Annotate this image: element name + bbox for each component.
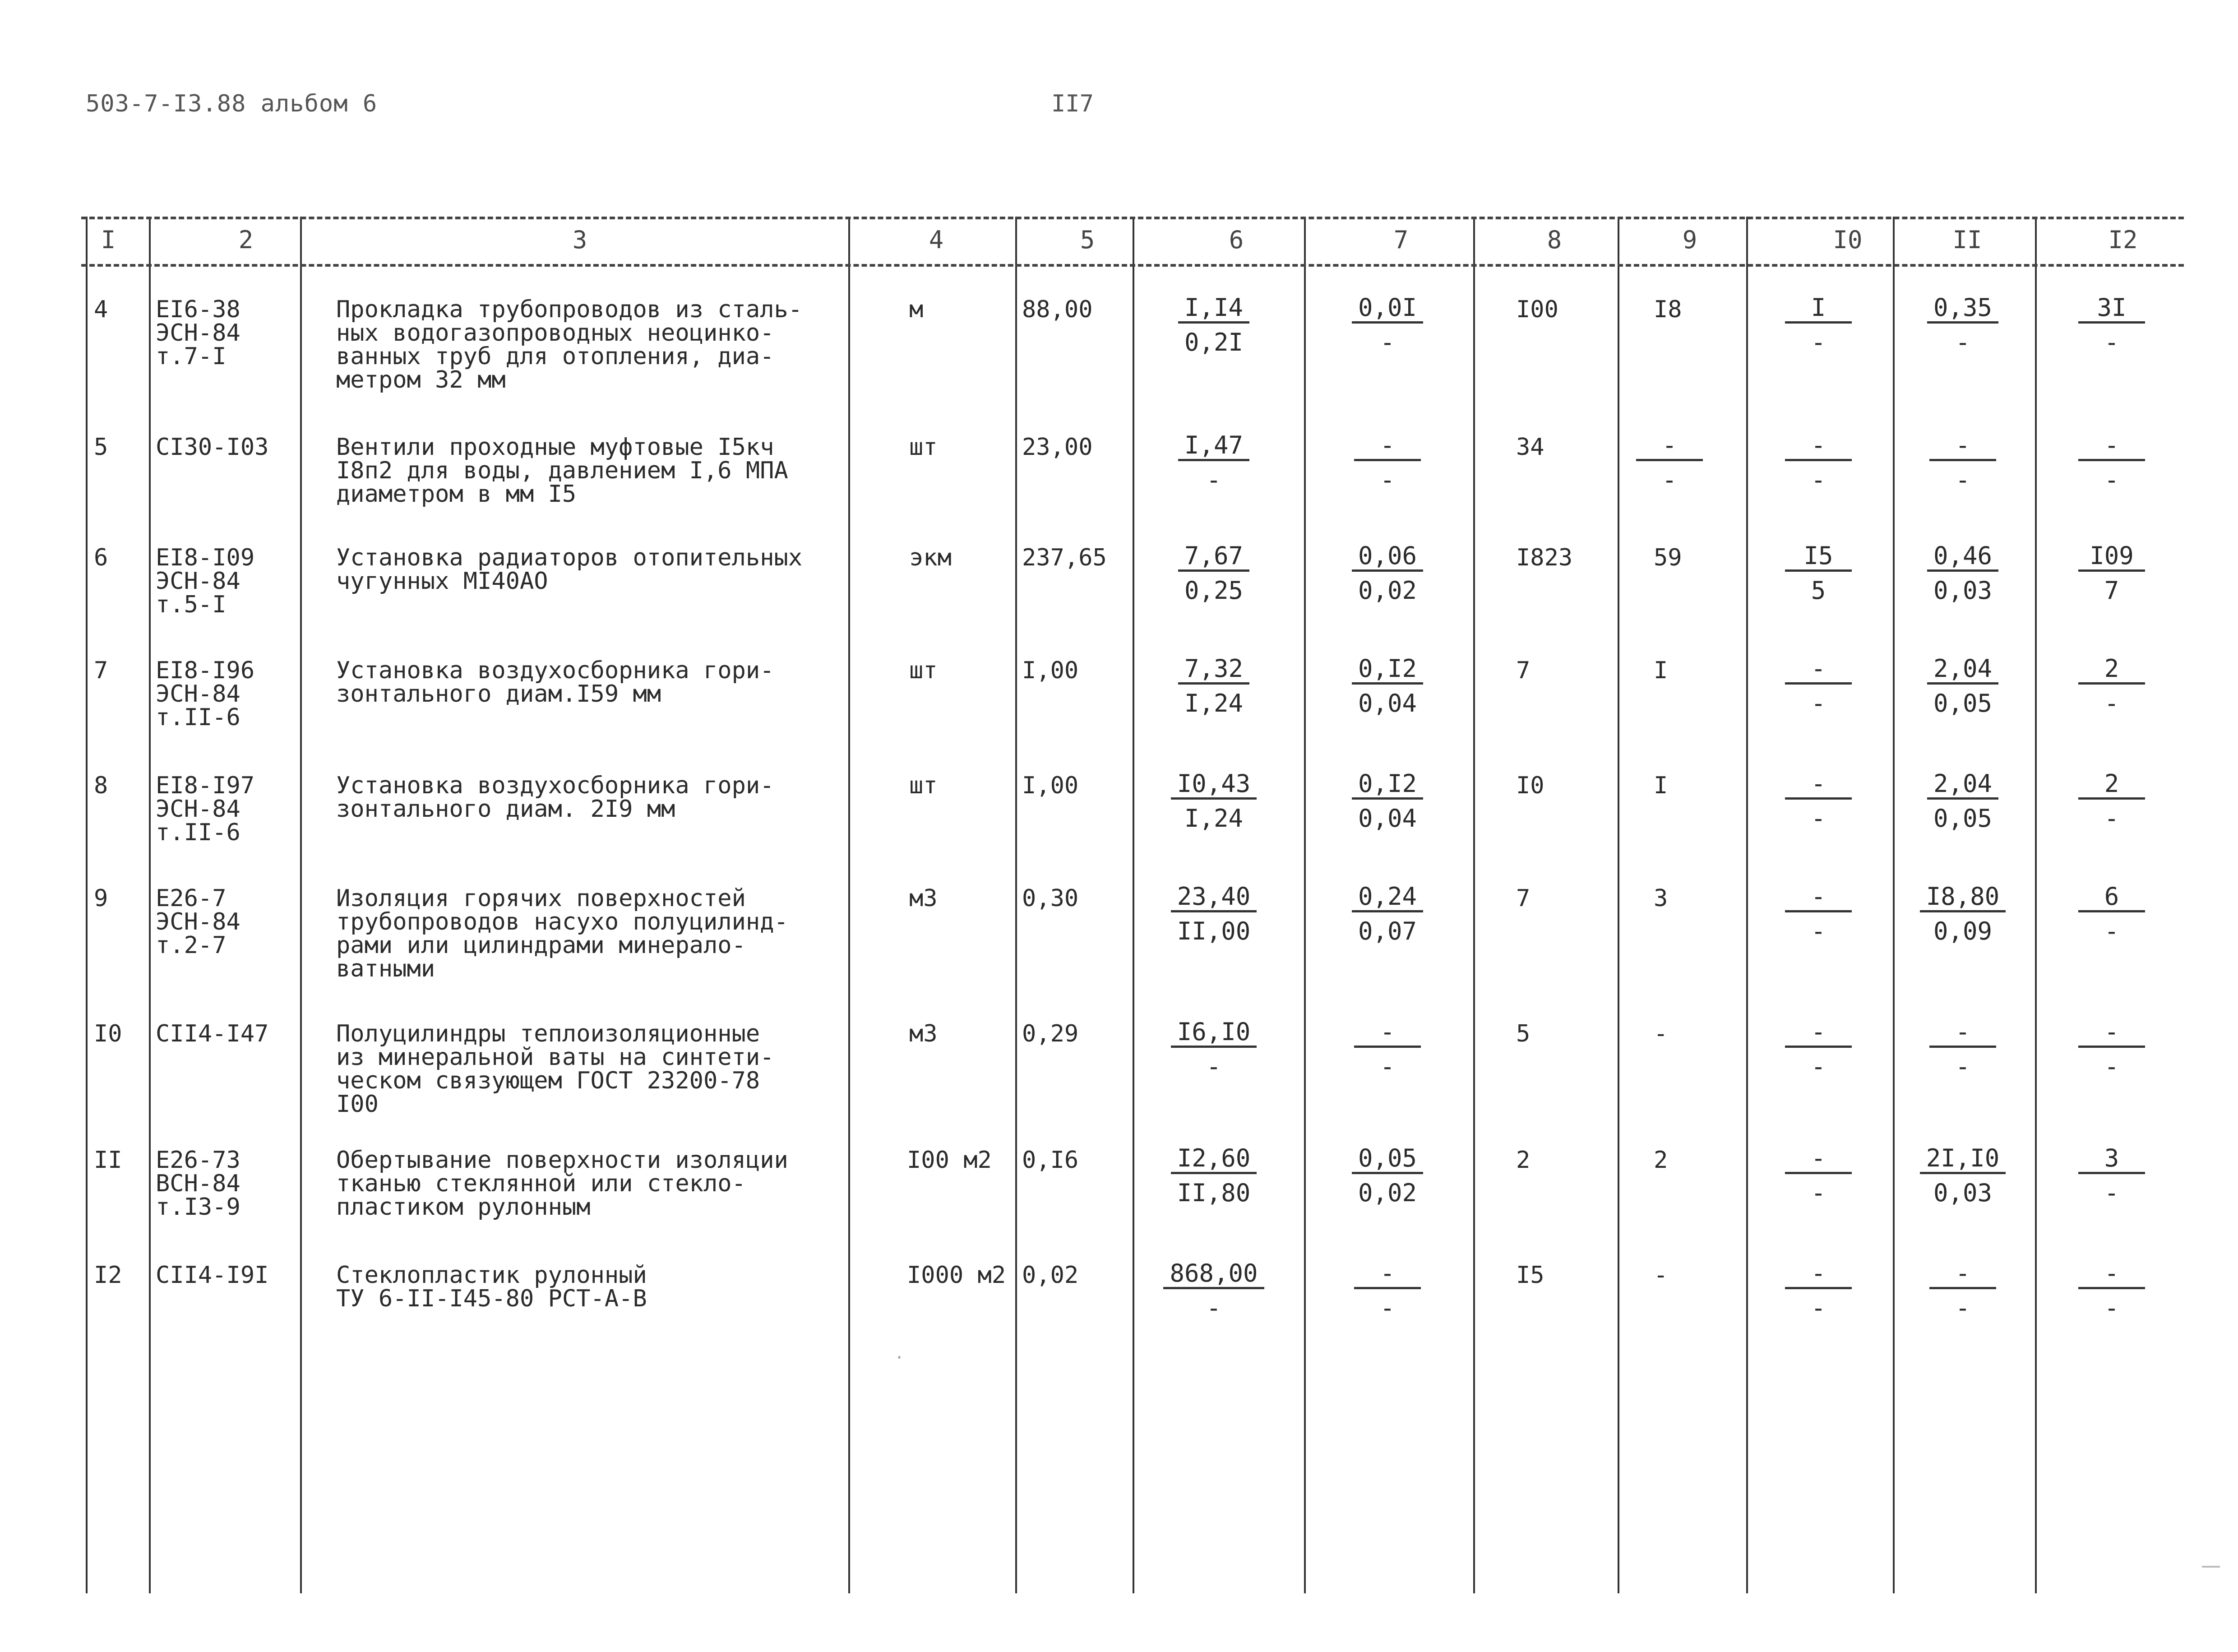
work-description: Установка воздухосборника гори- зонтального диам.I59 мм bbox=[336, 657, 774, 708]
col-12-value bbox=[2058, 432, 2166, 494]
col-8-value: I00 bbox=[1516, 296, 1558, 323]
col-10-value bbox=[1764, 883, 1873, 945]
col-9-value: - bbox=[1654, 1020, 1668, 1047]
quantity: 88,00 bbox=[1022, 296, 1093, 323]
col-11-value-numerator: - bbox=[1929, 432, 1996, 461]
col-11-value bbox=[1909, 542, 2017, 604]
column-header: II bbox=[1952, 226, 1982, 254]
row-number: II bbox=[94, 1147, 122, 1174]
col-7-value-denominator: - bbox=[1380, 328, 1395, 356]
col-7-value bbox=[1333, 655, 1442, 717]
col-6-value-numerator: 7,32 bbox=[1178, 655, 1249, 685]
col-9-value: 59 bbox=[1654, 544, 1682, 571]
col-11-value-denominator: 0,09 bbox=[1933, 917, 1993, 945]
quantity: 23,00 bbox=[1022, 434, 1093, 461]
col-12-value-numerator: - bbox=[2078, 1018, 2145, 1048]
col-6-value bbox=[1160, 1018, 1268, 1080]
row-number: I2 bbox=[94, 1262, 122, 1289]
col-11-value-denominator: - bbox=[1955, 328, 1970, 356]
unit: шт bbox=[909, 657, 938, 684]
col-10-value-denominator: - bbox=[1811, 689, 1826, 717]
col-7-value-numerator: 0,0I bbox=[1352, 294, 1423, 324]
col-12-value bbox=[2058, 883, 2166, 945]
unit: м bbox=[909, 296, 924, 323]
col-12-value bbox=[2058, 1018, 2166, 1080]
col-11-value-denominator: 0,05 bbox=[1933, 804, 1993, 833]
quantity: I,00 bbox=[1022, 657, 1079, 684]
col-6-value bbox=[1160, 1145, 1268, 1207]
column-divider bbox=[1473, 217, 1475, 1593]
col-12-value-denominator: - bbox=[2104, 917, 2119, 945]
column-divider bbox=[149, 217, 151, 1593]
col-6-value bbox=[1160, 770, 1268, 832]
col-10-value bbox=[1764, 770, 1873, 832]
col-12-value-numerator: - bbox=[2078, 432, 2145, 461]
rate-code: EI8-I09 ЭСН-84 т.5-I bbox=[156, 544, 255, 618]
col-9-value: 2 bbox=[1654, 1147, 1668, 1174]
col-9-value bbox=[1615, 432, 1724, 494]
col-6-value bbox=[1160, 883, 1268, 945]
col-12-value bbox=[2058, 1260, 2166, 1322]
quantity: 0,I6 bbox=[1022, 1147, 1079, 1174]
col-6-value bbox=[1160, 1260, 1268, 1322]
col-10-value-denominator: - bbox=[1811, 466, 1826, 494]
col-8-value: I823 bbox=[1516, 544, 1573, 571]
col-11-value-numerator: 0,46 bbox=[1927, 542, 1998, 572]
rate-code: E26-73 ВСН-84 т.I3-9 bbox=[156, 1147, 240, 1221]
col-10-value-numerator: - bbox=[1785, 655, 1852, 685]
rate-code: E26-7 ЭСН-84 т.2-7 bbox=[156, 885, 240, 959]
col-10-value bbox=[1764, 1018, 1873, 1080]
col-6-value-numerator: I0,43 bbox=[1171, 770, 1257, 800]
col-11-value bbox=[1909, 1018, 2017, 1080]
col-8-value: 7 bbox=[1516, 885, 1531, 912]
column-divider bbox=[1618, 217, 1619, 1593]
column-header: 8 bbox=[1547, 226, 1562, 254]
col-8-value: I5 bbox=[1516, 1262, 1544, 1289]
col-7-value-numerator: - bbox=[1354, 1018, 1421, 1048]
row-number: 8 bbox=[94, 772, 108, 799]
quantity: 0,30 bbox=[1022, 885, 1079, 912]
col-11-value-denominator: - bbox=[1955, 1052, 1970, 1081]
col-11-value-numerator: 2I,I0 bbox=[1920, 1145, 2006, 1174]
col-6-value bbox=[1160, 432, 1268, 494]
col-7-value-denominator: 0,04 bbox=[1358, 689, 1417, 717]
col-10-value-numerator: - bbox=[1785, 1018, 1852, 1048]
unit: экм bbox=[909, 544, 952, 571]
col-7-value-denominator: 0,02 bbox=[1358, 576, 1417, 605]
quantity: 0,29 bbox=[1022, 1020, 1079, 1047]
col-7-value-numerator: 0,24 bbox=[1352, 883, 1423, 912]
row-number: I0 bbox=[94, 1020, 122, 1047]
col-7-value-denominator: 0,02 bbox=[1358, 1179, 1417, 1207]
col-9-value: I8 bbox=[1654, 296, 1682, 323]
work-description: Обертывание поверхности изоляции тканью стеклянной или стекло- пластиком рулонным bbox=[336, 1147, 788, 1221]
col-11-value-numerator: - bbox=[1929, 1260, 1996, 1289]
col-11-value-numerator: 2,04 bbox=[1927, 655, 1998, 685]
work-description: Полуцилиндры теплоизоляционные из минеральной ваты на синтети- ческом связующем ГОСТ 23200-78 I00 bbox=[336, 1020, 774, 1118]
col-11-value bbox=[1909, 294, 2017, 356]
col-12-value bbox=[2058, 542, 2166, 604]
col-12-value-denominator: - bbox=[2104, 466, 2119, 494]
col-7-value-numerator: - bbox=[1354, 432, 1421, 461]
col-12-value bbox=[2058, 770, 2166, 832]
work-description: Прокладка трубопроводов из сталь- ных водогазопроводных неоцинко- ванных труб для отопления, диа- метром 32 мм bbox=[336, 296, 803, 393]
rate-code: CII4-I9I bbox=[156, 1262, 269, 1289]
unit: I00 м2 bbox=[907, 1147, 992, 1174]
rate-code: CII4-I47 bbox=[156, 1020, 269, 1047]
col-7-value bbox=[1333, 432, 1442, 494]
col-12-value-denominator: - bbox=[2104, 1052, 2119, 1081]
column-header: 6 bbox=[1229, 226, 1244, 254]
column-divider bbox=[1304, 217, 1306, 1593]
col-12-value-denominator: - bbox=[2104, 328, 2119, 356]
column-header: 5 bbox=[1080, 226, 1095, 254]
column-divider bbox=[1015, 217, 1017, 1593]
col-7-value-denominator: - bbox=[1380, 1052, 1395, 1081]
col-12-value bbox=[2058, 1145, 2166, 1207]
col-12-value-numerator: 2 bbox=[2078, 655, 2145, 685]
quantity: 237,65 bbox=[1022, 544, 1107, 571]
col-10-value-numerator: - bbox=[1785, 432, 1852, 461]
col-12-value-numerator: - bbox=[2078, 1260, 2145, 1289]
row-number: 9 bbox=[94, 885, 108, 912]
unit: шт bbox=[909, 434, 938, 461]
col-6-value-numerator: 7,67 bbox=[1178, 542, 1249, 572]
col-11-value-denominator: - bbox=[1955, 466, 1970, 494]
col-7-value bbox=[1333, 1018, 1442, 1080]
column-divider bbox=[2035, 217, 2037, 1593]
col-11-value bbox=[1909, 1145, 2017, 1207]
column-divider bbox=[848, 217, 850, 1593]
col-7-value bbox=[1333, 1145, 1442, 1207]
col-10-value-numerator: - bbox=[1785, 1145, 1852, 1174]
work-description: Установка радиаторов отопительных чугунных МI40АО bbox=[336, 544, 803, 595]
col-6-value-denominator: I,24 bbox=[1184, 804, 1244, 833]
col-12-value-numerator: 2 bbox=[2078, 770, 2145, 800]
col-6-value-denominator: - bbox=[1206, 1052, 1221, 1081]
work-description: Вентили проходные муфтовые I5кч I8п2 для воды, давлением I,6 МПА диаметром в мм I5 bbox=[336, 434, 788, 508]
row-number: 7 bbox=[94, 657, 108, 684]
scan-speck bbox=[898, 1356, 901, 1359]
col-10-value-denominator: - bbox=[1811, 804, 1826, 833]
col-10-value-denominator: - bbox=[1811, 1052, 1826, 1081]
col-11-value-denominator: 0,03 bbox=[1933, 1179, 1993, 1207]
col-6-value bbox=[1160, 655, 1268, 717]
col-6-value bbox=[1160, 542, 1268, 604]
unit: шт bbox=[909, 772, 938, 799]
col-12-value-numerator: 6 bbox=[2078, 883, 2145, 912]
column-header: 3 bbox=[572, 226, 587, 254]
col-11-value-numerator: 0,35 bbox=[1927, 294, 1998, 324]
rate-code: EI8-I96 ЭСН-84 т.II-6 bbox=[156, 657, 255, 731]
col-7-value-denominator: 0,07 bbox=[1358, 917, 1417, 945]
col-7-value bbox=[1333, 294, 1442, 356]
col-10-value bbox=[1764, 1260, 1873, 1322]
col-8-value: 34 bbox=[1516, 434, 1544, 461]
header-rule bbox=[81, 217, 2184, 219]
col-7-value-numerator: 0,I2 bbox=[1352, 770, 1423, 800]
col-12-value-numerator: 3I bbox=[2078, 294, 2145, 324]
col-12-value-denominator: - bbox=[2104, 804, 2119, 833]
quantity: 0,02 bbox=[1022, 1262, 1079, 1289]
col-6-value-numerator: I,I4 bbox=[1178, 294, 1249, 324]
col-8-value: 2 bbox=[1516, 1147, 1531, 1174]
rate-code: CI30-I03 bbox=[156, 434, 269, 461]
col-8-value: 5 bbox=[1516, 1020, 1531, 1047]
col-9-value-denominator: - bbox=[1662, 466, 1677, 494]
col-10-value-denominator: - bbox=[1811, 1179, 1826, 1207]
col-7-value-denominator: 0,04 bbox=[1358, 804, 1417, 833]
col-10-value-denominator: - bbox=[1811, 328, 1826, 356]
column-divider bbox=[86, 217, 88, 1593]
col-11-value bbox=[1909, 432, 2017, 494]
column-divider bbox=[1893, 217, 1895, 1593]
col-10-value bbox=[1764, 294, 1873, 356]
col-11-value-numerator: - bbox=[1929, 1018, 1996, 1048]
col-10-value-numerator: I5 bbox=[1785, 542, 1852, 572]
col-11-value bbox=[1909, 655, 2017, 717]
work-description: Стеклопластик рулонный ТУ 6-II-I45-80 РСТ-А-В bbox=[336, 1262, 647, 1312]
column-divider bbox=[300, 217, 302, 1593]
col-11-value-numerator: I8,80 bbox=[1920, 883, 2006, 912]
col-10-value-numerator: - bbox=[1785, 770, 1852, 800]
col-12-value-numerator: I09 bbox=[2078, 542, 2145, 572]
col-10-value bbox=[1764, 542, 1873, 604]
column-header: 7 bbox=[1393, 226, 1409, 254]
col-9-value: I bbox=[1654, 772, 1668, 799]
document-code: 503-7-I3.88 альбом 6 bbox=[86, 90, 378, 117]
col-12-value bbox=[2058, 294, 2166, 356]
col-7-value-denominator: - bbox=[1380, 466, 1395, 494]
column-header: 2 bbox=[238, 226, 254, 254]
col-9-value: 3 bbox=[1654, 885, 1668, 912]
column-header: 9 bbox=[1682, 226, 1697, 254]
col-10-value bbox=[1764, 432, 1873, 494]
col-9-value: - bbox=[1654, 1262, 1668, 1289]
col-9-value: I bbox=[1654, 657, 1668, 684]
col-7-value-numerator: 0,05 bbox=[1352, 1145, 1423, 1174]
col-11-value-numerator: 2,04 bbox=[1927, 770, 1998, 800]
header-rule bbox=[81, 264, 2184, 267]
col-11-value bbox=[1909, 883, 2017, 945]
col-10-value-numerator: - bbox=[1785, 883, 1852, 912]
col-11-value bbox=[1909, 1260, 2017, 1322]
row-number: 5 bbox=[94, 434, 108, 461]
column-header: I bbox=[101, 226, 116, 254]
page-number: II7 bbox=[1051, 90, 1094, 117]
col-11-value-denominator: - bbox=[1955, 1294, 1970, 1322]
col-6-value-numerator: 23,40 bbox=[1171, 883, 1257, 912]
col-10-value-numerator: - bbox=[1785, 1260, 1852, 1289]
col-6-value-denominator: II,00 bbox=[1177, 917, 1251, 945]
work-description: Установка воздухосборника гори- зонтального диам. 2I9 мм bbox=[336, 772, 774, 823]
scan-edge-mark bbox=[2202, 1566, 2220, 1568]
col-7-value bbox=[1333, 883, 1442, 945]
work-description: Изоляция горячих поверхностей трубопроводов насухо полуцилинд- рами или цилиндрами минерало- ватными bbox=[336, 885, 788, 982]
col-6-value-numerator: I6,I0 bbox=[1171, 1018, 1257, 1048]
quantity: I,00 bbox=[1022, 772, 1079, 799]
col-6-value-denominator: 0,25 bbox=[1184, 576, 1244, 605]
unit: I000 м2 bbox=[907, 1262, 1006, 1289]
col-6-value-denominator: I,24 bbox=[1184, 689, 1244, 717]
col-6-value-denominator: II,80 bbox=[1177, 1179, 1251, 1207]
col-12-value-denominator: - bbox=[2104, 1294, 2119, 1322]
column-divider bbox=[1133, 217, 1134, 1593]
col-7-value-denominator: - bbox=[1380, 1294, 1395, 1322]
col-12-value-denominator: - bbox=[2104, 1179, 2119, 1207]
col-11-value-denominator: 0,05 bbox=[1933, 689, 1993, 717]
col-12-value bbox=[2058, 655, 2166, 717]
col-7-value-numerator: 0,06 bbox=[1352, 542, 1423, 572]
col-8-value: 7 bbox=[1516, 657, 1531, 684]
rate-code: EI8-I97 ЭСН-84 т.II-6 bbox=[156, 772, 255, 846]
col-10-value-denominator: 5 bbox=[1811, 576, 1826, 605]
column-header: I2 bbox=[2108, 226, 2138, 254]
col-6-value-denominator: 0,2I bbox=[1184, 328, 1244, 356]
col-12-value-numerator: 3 bbox=[2078, 1145, 2145, 1174]
row-number: 4 bbox=[94, 296, 108, 323]
col-6-value bbox=[1160, 294, 1268, 356]
col-6-value-denominator: - bbox=[1206, 1294, 1221, 1322]
col-11-value bbox=[1909, 770, 2017, 832]
col-7-value bbox=[1333, 770, 1442, 832]
col-12-value-denominator: 7 bbox=[2104, 576, 2119, 605]
col-10-value-numerator: I bbox=[1785, 294, 1852, 324]
rate-code: EI6-38 ЭСН-84 т.7-I bbox=[156, 296, 240, 370]
col-10-value bbox=[1764, 655, 1873, 717]
column-header: I0 bbox=[1833, 226, 1863, 254]
column-divider bbox=[1746, 217, 1748, 1593]
col-7-value bbox=[1333, 1260, 1442, 1322]
unit: м3 bbox=[909, 885, 938, 912]
col-9-value-numerator: - bbox=[1636, 432, 1703, 461]
col-6-value-numerator: I,47 bbox=[1178, 432, 1249, 461]
col-10-value-denominator: - bbox=[1811, 917, 1826, 945]
col-7-value bbox=[1333, 542, 1442, 604]
unit: м3 bbox=[909, 1020, 938, 1047]
col-7-value-numerator: 0,I2 bbox=[1352, 655, 1423, 685]
col-10-value-denominator: - bbox=[1811, 1294, 1826, 1322]
column-header: 4 bbox=[929, 226, 944, 254]
row-number: 6 bbox=[94, 544, 108, 571]
col-6-value-numerator: I2,60 bbox=[1171, 1145, 1257, 1174]
col-12-value-denominator: - bbox=[2104, 689, 2119, 717]
col-8-value: I0 bbox=[1516, 772, 1544, 799]
col-11-value-denominator: 0,03 bbox=[1933, 576, 1993, 605]
col-10-value bbox=[1764, 1145, 1873, 1207]
col-6-value-numerator: 868,00 bbox=[1163, 1260, 1264, 1289]
col-7-value-numerator: - bbox=[1354, 1260, 1421, 1289]
col-6-value-denominator: - bbox=[1206, 466, 1221, 494]
